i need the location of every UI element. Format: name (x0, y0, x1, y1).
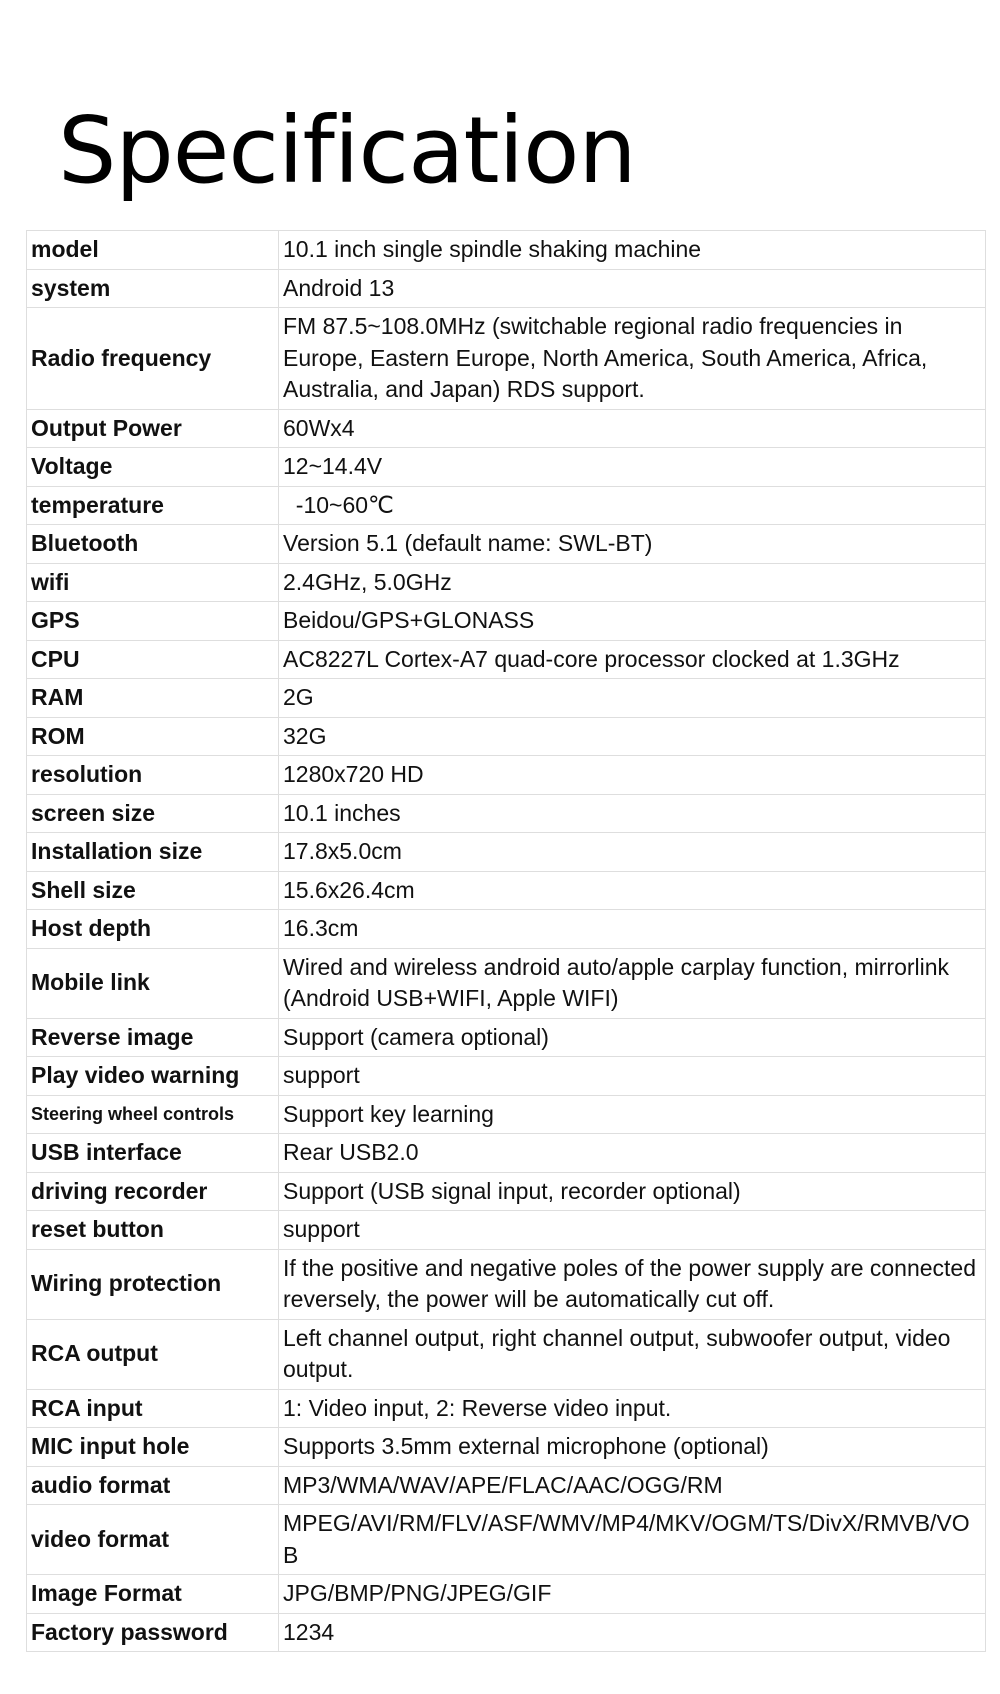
spec-label: MIC input hole (27, 1428, 279, 1467)
spec-value: 10.1 inches (279, 794, 986, 833)
table-row (27, 910, 986, 949)
table-row (27, 409, 986, 448)
spec-value: Rear USB2.0 (279, 1134, 986, 1173)
table-row (27, 833, 986, 872)
spec-value: 1280x720 HD (279, 756, 986, 795)
spec-label: Factory password (27, 1613, 279, 1652)
spec-label: Output Power (27, 409, 279, 448)
table-row (27, 602, 986, 641)
page-title: Specification (58, 97, 636, 204)
table-row (27, 308, 986, 410)
spec-label: Play video warning (27, 1057, 279, 1096)
spec-label: screen size (27, 794, 279, 833)
spec-label: RAM (27, 679, 279, 718)
spec-value: Beidou/GPS+GLONASS (279, 602, 986, 641)
table-row (27, 1134, 986, 1173)
table-row (27, 231, 986, 270)
table-row (27, 1095, 986, 1134)
spec-value: Supports 3.5mm external microphone (optional) (279, 1428, 986, 1467)
table-row (27, 269, 986, 308)
spec-value: Support (camera optional) (279, 1018, 986, 1057)
spec-value: 15.6x26.4cm (279, 871, 986, 910)
spec-label: Mobile link (27, 948, 279, 1018)
table-row (27, 1389, 986, 1428)
spec-label: Steering wheel controls (27, 1095, 279, 1134)
spec-value: 16.3cm (279, 910, 986, 949)
spec-value: Support (USB signal input, recorder optional) (279, 1172, 986, 1211)
spec-label: driving recorder (27, 1172, 279, 1211)
spec-label: resolution (27, 756, 279, 795)
table-row (27, 1319, 986, 1389)
spec-label: CPU (27, 640, 279, 679)
table-row (27, 1211, 986, 1250)
spec-value: 2G (279, 679, 986, 718)
table-row (27, 1466, 986, 1505)
spec-value: AC8227L Cortex-A7 quad-core processor clocked at 1.3GHz (279, 640, 986, 679)
spec-value: MP3/WMA/WAV/APE/FLAC/AAC/OGG/RM (279, 1466, 986, 1505)
table-row (27, 563, 986, 602)
spec-label: Installation size (27, 833, 279, 872)
table-row (27, 794, 986, 833)
spec-table (26, 230, 986, 1652)
table-row (27, 1505, 986, 1575)
table-row (27, 1613, 986, 1652)
spec-label: Voltage (27, 448, 279, 487)
spec-value: Version 5.1 (default name: SWL-BT) (279, 525, 986, 564)
spec-value: support (279, 1211, 986, 1250)
spec-label: wifi (27, 563, 279, 602)
spec-label: temperature (27, 486, 279, 525)
table-row (27, 1172, 986, 1211)
spec-value: Support key learning (279, 1095, 986, 1134)
table-row (27, 640, 986, 679)
spec-value: -10~60℃ (279, 486, 986, 525)
spec-table-body (27, 231, 986, 1652)
spec-value: Android 13 (279, 269, 986, 308)
spec-value: JPG/BMP/PNG/JPEG/GIF (279, 1575, 986, 1614)
table-row (27, 1249, 986, 1319)
table-row (27, 679, 986, 718)
spec-label: Image Format (27, 1575, 279, 1614)
spec-value: 1: Video input, 2: Reverse video input. (279, 1389, 986, 1428)
spec-label: Bluetooth (27, 525, 279, 564)
spec-value: MPEG/AVI/RM/FLV/ASF/WMV/MP4/MKV/OGM/TS/DivX/RMVB/VOB (279, 1505, 986, 1575)
spec-label: audio format (27, 1466, 279, 1505)
spec-label: RCA output (27, 1319, 279, 1389)
table-row (27, 871, 986, 910)
table-row (27, 486, 986, 525)
table-row (27, 1057, 986, 1096)
spec-label: model (27, 231, 279, 270)
spec-label: RCA input (27, 1389, 279, 1428)
spec-label: Host depth (27, 910, 279, 949)
table-row (27, 717, 986, 756)
spec-value: 17.8x5.0cm (279, 833, 986, 872)
spec-value: 32G (279, 717, 986, 756)
table-row (27, 1018, 986, 1057)
spec-value: 10.1 inch single spindle shaking machine (279, 231, 986, 270)
spec-value: FM 87.5~108.0MHz (switchable regional radio frequencies in Europe, Eastern Europe, North America, South America, Africa, Australia, and Japan) RDS support. (279, 308, 986, 410)
table-row (27, 1575, 986, 1614)
spec-value: 1234 (279, 1613, 986, 1652)
spec-value: 60Wx4 (279, 409, 986, 448)
spec-value: 12~14.4V (279, 448, 986, 487)
spec-value: Wired and wireless android auto/apple carplay function, mirrorlink (Android USB+WIFI, Apple WIFI) (279, 948, 986, 1018)
spec-value: support (279, 1057, 986, 1096)
spec-label: GPS (27, 602, 279, 641)
spec-value: Left channel output, right channel output, subwoofer output, video output. (279, 1319, 986, 1389)
spec-label: Wiring protection (27, 1249, 279, 1319)
spec-label: video format (27, 1505, 279, 1575)
table-row (27, 948, 986, 1018)
table-row (27, 756, 986, 795)
spec-value: 2.4GHz, 5.0GHz (279, 563, 986, 602)
spec-label: system (27, 269, 279, 308)
table-row (27, 525, 986, 564)
spec-label: Shell size (27, 871, 279, 910)
table-row (27, 1428, 986, 1467)
table-row (27, 448, 986, 487)
spec-value: If the positive and negative poles of the power supply are connected reversely, the power will be automatically cut off. (279, 1249, 986, 1319)
spec-label: ROM (27, 717, 279, 756)
spec-label: Radio frequency (27, 308, 279, 410)
spec-label: USB interface (27, 1134, 279, 1173)
spec-label: reset button (27, 1211, 279, 1250)
spec-label: Reverse image (27, 1018, 279, 1057)
